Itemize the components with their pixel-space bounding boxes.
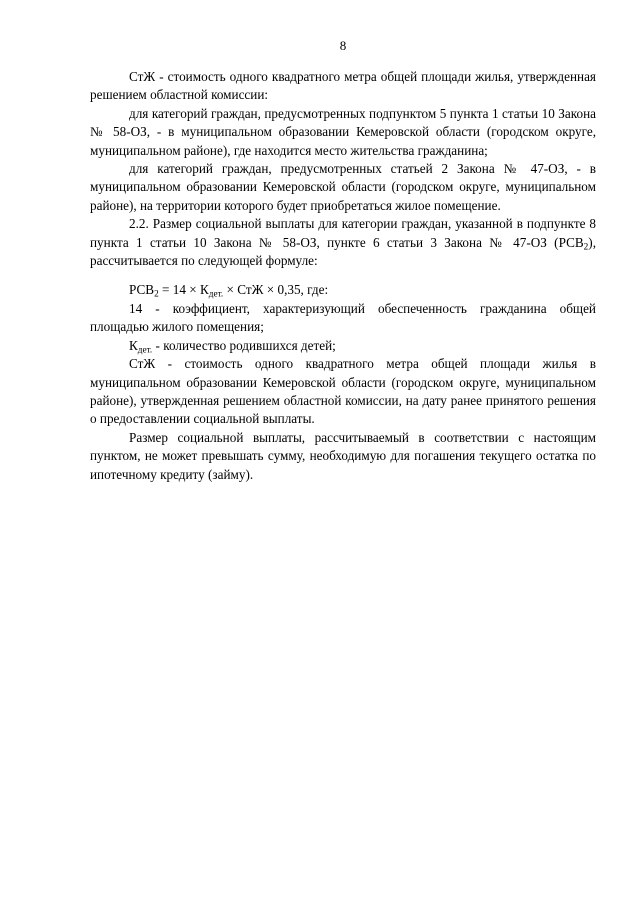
paragraph-law-58-category: для категорий граждан, предусмотренных подпунктом 5 пункта 1 статьи 10 Закона № 58-ОЗ, - в муниципальном образовании Кемеровской области (городском округе, муниципальном районе), где находится место жительства гражданина; (90, 105, 596, 158)
k-children-text: - количество родившихся детей; (152, 337, 336, 353)
formula-rsv2 (90, 281, 596, 299)
paragraph-payment-limit: Размер социальной выплаты, рассчитываемый в соответствии с настоящим пунктом, не может превышать сумму, необходимую для погашения текущего остатка по ипотечному кредиту (займу). (90, 429, 596, 482)
formula-k-subscript: дет. (208, 288, 224, 299)
document-page (90, 0, 596, 905)
k-symbol: К (129, 337, 138, 353)
page-number: 8 (339, 38, 347, 53)
formula-rsv: РСВ (129, 282, 155, 298)
formula-middle: = 14 × К (158, 282, 209, 298)
document-body (90, 68, 596, 484)
formula-rsv-subscript: 2 (154, 288, 159, 299)
paragraph-section-2-2 (90, 215, 596, 270)
paragraph-coefficient-14: 14 - коэффициент, характеризующий обеспеченность гражданина общей площадью жилого помещения; (90, 300, 596, 335)
section-2-2-text: 2.2. Размер социальной выплаты для категории граждан, указанной в подпункте 8 пункта 1 статьи 10 Закона № 58-ОЗ, пункте 6 статьи 3 Закона № 47-ОЗ (РСВ (90, 216, 596, 250)
rsv-subscript: 2 (583, 240, 589, 251)
paragraph-law-47-category: для категорий граждан, предусмотренных статьей 2 Закона № 47-ОЗ, - в муниципальном образовании Кемеровской области (городском округе, муниципальном районе), на территории которого будет приобретаться жилое помещение. (90, 161, 596, 213)
paragraph-stzh-definition: СтЖ - стоимость одного квадратного метра общей площади жилья, утвержденная решением областной комиссии: (90, 69, 596, 103)
formula-tail: × СтЖ × 0,35, где: (223, 282, 329, 298)
section-2-2-text-end: ), рассчитывается по следующей формуле: (90, 234, 596, 269)
paragraph-k-children (90, 337, 596, 355)
k-subscript: дет. (137, 343, 153, 354)
paragraph-stzh-municipal: СтЖ - стоимость одного квадратного метра общей площади жилья в муниципальном образовании Кемеровской области (городском округе, муниципальном районе), утвержденная решением областной комиссии, на дату ранее принятого решения о предоставлении социальной выплаты. (90, 356, 596, 427)
